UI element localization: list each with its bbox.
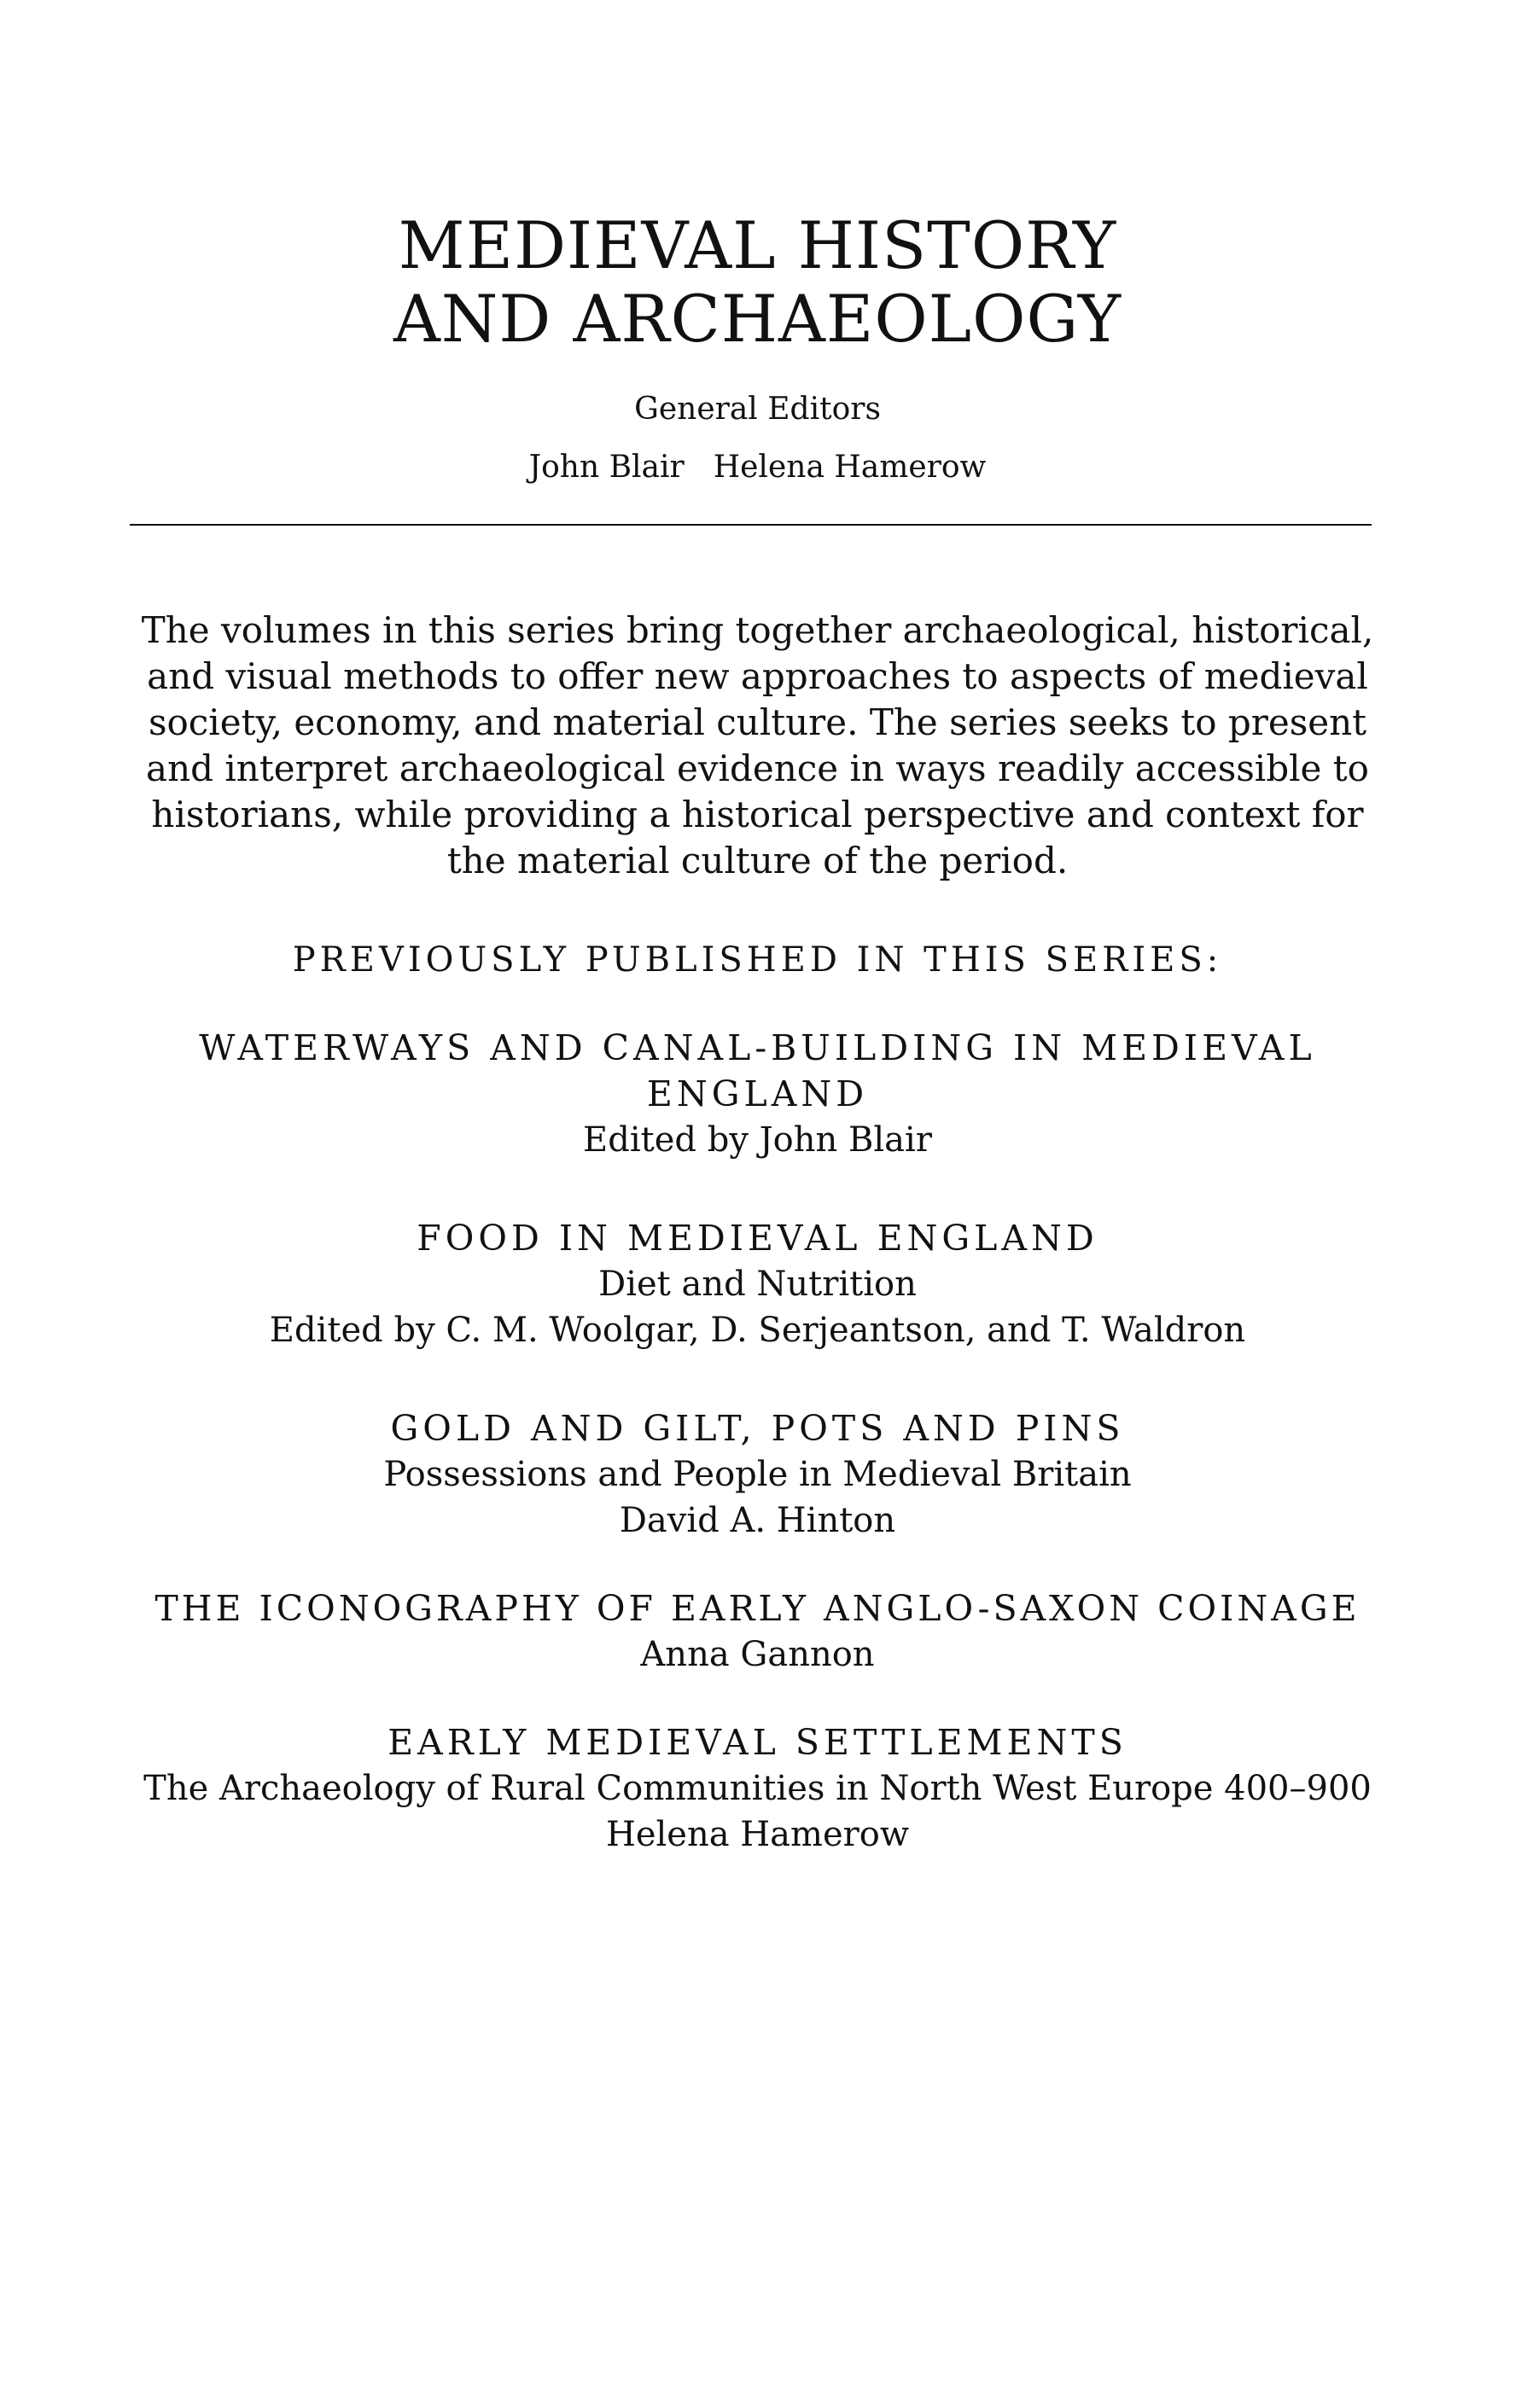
series-title-line-2: AND ARCHAEOLOGY bbox=[393, 281, 1122, 357]
book-subtitle: Diet and Nutrition bbox=[598, 1265, 917, 1304]
book-author: David A. Hinton bbox=[619, 1501, 896, 1540]
book-entry bbox=[102, 1719, 1413, 1858]
book-entry bbox=[119, 1215, 1396, 1353]
book-title: FOOD IN MEDIEVAL ENGLAND bbox=[417, 1218, 1098, 1259]
book-title: GOLD AND GILT, POTS AND PINS bbox=[390, 1408, 1125, 1449]
book-author: Edited by John Blair bbox=[583, 1120, 932, 1160]
book-title: EARLY MEDIEVAL SETTLEMENTS bbox=[387, 1722, 1128, 1763]
book-title: THE ICONOGRAPHY OF EARLY ANGLO-SAXON COINAGE bbox=[154, 1588, 1361, 1629]
editor-name: Helena Hamerow bbox=[713, 450, 987, 485]
book-subtitle: The Archaeology of Rural Communities in North West Europe 400–900 bbox=[143, 1769, 1372, 1808]
editor-name: John Blair bbox=[528, 450, 685, 485]
book-author: Anna Gannon bbox=[640, 1635, 875, 1674]
book-author: Edited by C. M. Woolgar, D. Serjeantson, and T. Waldron bbox=[269, 1311, 1246, 1350]
general-editors-label: General Editors bbox=[634, 392, 881, 427]
book-entry bbox=[102, 1585, 1413, 1678]
general-editors-names bbox=[0, 449, 1515, 486]
horizontal-rule bbox=[130, 524, 1372, 526]
previously-published-heading: PREVIOUSLY PUBLISHED IN THIS SERIES: bbox=[292, 940, 1223, 980]
book-entry bbox=[119, 1405, 1396, 1544]
series-description: The volumes in this series bring together archaeological, historical, and visual methods to offer new approaches to aspects of medieval society, economy, and material culture. The series seeks to present and interpret archaeological evidence in ways readily accessible to historians, while providing a historical perspective and context for the material culture of the period. bbox=[141, 609, 1374, 881]
book-subtitle: Possessions and People in Medieval Britain bbox=[383, 1455, 1132, 1494]
book-entry bbox=[188, 1025, 1327, 1163]
book-author: Helena Hamerow bbox=[605, 1815, 910, 1854]
series-title-line-1: MEDIEVAL HISTORY bbox=[398, 207, 1117, 283]
book-title: WATERWAYS AND CANAL-BUILDING IN MEDIEVAL ENGLAND bbox=[199, 1027, 1316, 1114]
